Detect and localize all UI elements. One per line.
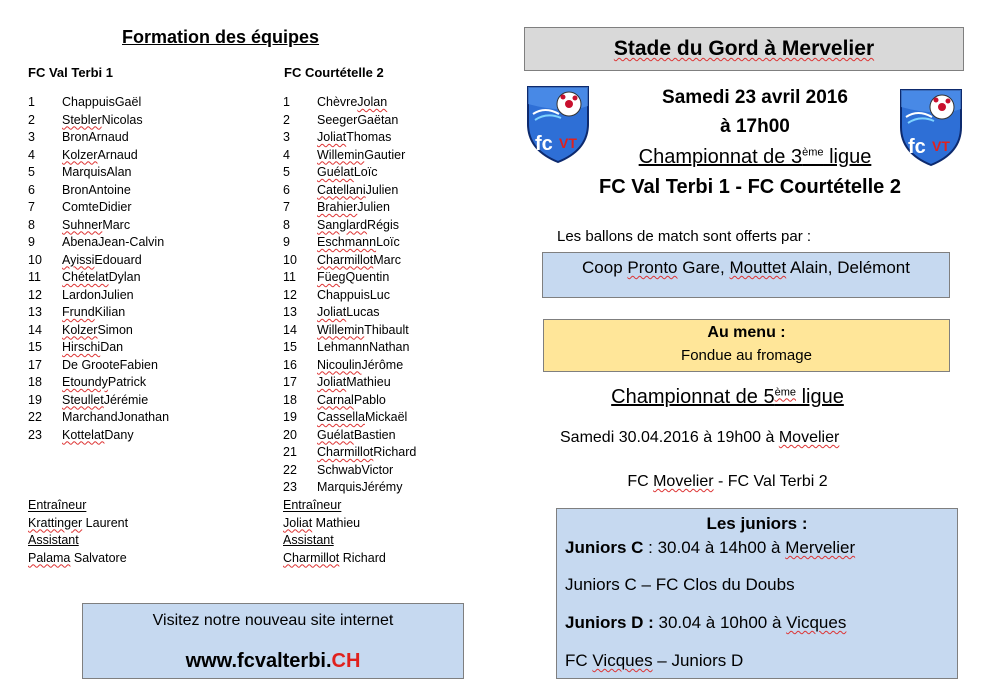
player-name-part: Mathieu [346, 375, 391, 389]
player-row [283, 409, 416, 427]
player-number: 17 [283, 375, 297, 389]
sponsors-intro: Les ballons de match sont offerts par : [557, 228, 812, 245]
player-number: 12 [28, 287, 42, 302]
player-number: 7 [283, 200, 290, 214]
website-url-main: www.fcvalterbi. [185, 650, 332, 672]
juniors-line-2: Juniors C – FC Clos du Doubs [565, 575, 795, 594]
player-name-part: Julien [365, 182, 399, 197]
svg-text:VT: VT [559, 135, 577, 151]
player-name-part: Lardon [62, 287, 101, 302]
player-row [283, 357, 416, 375]
player-number: 13 [283, 305, 297, 319]
juniors-d-label: Juniors D : [565, 613, 654, 632]
player-name-part: Suhner [62, 217, 103, 232]
sponsors-box [542, 252, 950, 298]
team1-roster [28, 94, 169, 444]
player-row [283, 199, 416, 217]
player-number: 11 [283, 270, 296, 284]
team2-roster [283, 94, 416, 497]
juniors-line1-rest: : 30.04 à 14h00 à [643, 538, 786, 557]
juniors-line4-a: FC [565, 651, 593, 670]
champ5-sup: ème [774, 386, 797, 399]
team1-staff [28, 497, 128, 567]
player-name-part: Lehmann [317, 340, 370, 354]
player-name-part: Marchand [62, 410, 118, 424]
player-name-part: Kolzer [62, 322, 98, 337]
player-row [283, 444, 416, 462]
player-name-part: Frund [62, 305, 95, 319]
player-name-part: Marquis [317, 480, 362, 494]
player-name-part: Luc [369, 287, 390, 302]
league5-date [560, 429, 839, 447]
player-name-part: Schwab [317, 462, 362, 477]
player-row [28, 427, 169, 445]
player-name-part: Abena [62, 235, 99, 249]
player-number: 23 [283, 480, 297, 494]
player-number: 12 [283, 287, 297, 302]
player-name-part: Gaël [114, 95, 142, 109]
league5-date-place: Movelier [778, 429, 840, 446]
player-row [28, 234, 169, 252]
player-name-part: De Groote [62, 357, 120, 372]
formation-title: Formation des équipes [122, 27, 320, 47]
player-number: 4 [28, 147, 35, 162]
sponsor-part: Coop [582, 258, 628, 277]
stadium-box [524, 27, 964, 71]
player-name-part: Charmillot [317, 445, 374, 459]
player-name-part: Charmillot [317, 252, 374, 267]
player-name-part: Guélat [317, 427, 354, 442]
player-name-part: Etoundy [62, 375, 108, 389]
player-name-part: Jérémy [361, 480, 403, 494]
player-number: 5 [283, 165, 290, 179]
coach-last: Mathieu [312, 515, 361, 530]
player-name-part: Quentin [345, 270, 390, 284]
league5-match-a: FC [627, 473, 654, 490]
player-name-part: Eschmann [317, 235, 377, 249]
player-name-part: Dan [100, 340, 124, 354]
player-name-part: Julien [357, 200, 390, 214]
svg-text:VT: VT [932, 138, 950, 154]
juniors-line-4 [565, 651, 743, 671]
player-name-part: Joliat [317, 375, 347, 389]
player-name-part: Catellani [317, 182, 366, 197]
player-row [283, 269, 416, 287]
player-name-part: Bron [62, 130, 89, 144]
player-name-part: Joliat [317, 130, 347, 144]
player-name-part: Jean-Calvin [98, 235, 165, 249]
player-row [283, 479, 416, 497]
player-row [283, 234, 416, 252]
player-row [283, 94, 416, 112]
player-number: 3 [283, 130, 290, 144]
player-number: 1 [283, 95, 290, 109]
champ5-suffix: ligue [796, 386, 844, 408]
juniors-line3-rest: 30.04 à 10h00 à [653, 613, 787, 632]
player-name-part: Antoine [88, 182, 131, 197]
juniors-box [556, 508, 958, 679]
player-row [283, 164, 416, 182]
player-number: 6 [28, 182, 35, 197]
juniors-line4-b: Vicques [592, 651, 653, 670]
assistant-first: Palama [28, 550, 71, 565]
player-name-part: Julien [100, 287, 134, 302]
player-row [283, 374, 416, 392]
champ3-suffix: ligue [823, 146, 872, 168]
player-row [28, 182, 169, 200]
player-name-part: Pablo [353, 392, 386, 407]
player-name-part: Dylan [108, 270, 141, 284]
player-row [283, 252, 416, 270]
juniors-line3-place: Vicques [786, 613, 847, 632]
player-name-part: Régis [367, 217, 400, 232]
player-row [28, 304, 169, 322]
player-row [283, 462, 416, 480]
player-row [283, 217, 416, 235]
player-name-part: Gautier [364, 147, 406, 162]
player-number: 20 [283, 427, 297, 442]
player-number: 16 [283, 357, 297, 372]
player-number: 17 [28, 357, 42, 372]
player-row [283, 392, 416, 410]
assistant-label: Assistant [28, 533, 79, 547]
assistant-first: Charmillot [283, 550, 340, 565]
player-name-part: Jérémie [103, 392, 149, 407]
match-time: à 17h00 [720, 116, 790, 137]
player-name-part: Kottelat [62, 427, 105, 442]
player-name-part: Ayissi [62, 252, 95, 267]
player-name-part: Comte [62, 200, 99, 214]
player-number: 8 [283, 217, 290, 232]
player-row [28, 164, 169, 182]
player-name-part: Edouard [94, 252, 142, 267]
player-row [283, 129, 416, 147]
juniors-title: Les juniors : [706, 514, 808, 533]
player-name-part: Seeger [317, 112, 358, 127]
player-row [28, 129, 169, 147]
player-name-part: Gaëtan [357, 112, 399, 127]
player-row [28, 252, 169, 270]
player-name-part: Sanglard [317, 217, 368, 232]
player-name-part: Nicolas [101, 112, 143, 127]
player-name-part: Chételat [62, 270, 109, 284]
player-name-part: Dany [104, 427, 134, 442]
player-row [28, 94, 169, 112]
coach-first: Joliat [283, 515, 313, 530]
player-number: 11 [28, 270, 41, 284]
player-row [283, 147, 416, 165]
menu-box [543, 319, 950, 372]
player-row [28, 322, 169, 340]
player-name-part: Arnaud [97, 147, 138, 162]
player-row [28, 287, 169, 305]
player-number: 4 [283, 147, 290, 162]
player-row [283, 427, 416, 445]
player-name-part: Arnaud [88, 130, 129, 144]
player-row [28, 199, 169, 217]
player-name-part: Thibault [364, 322, 409, 337]
juniors-c-label: Juniors C [565, 538, 644, 557]
match-teams: FC Val Terbi 1 - FC Courtételle 2 [599, 176, 901, 198]
website-text: Visitez notre nouveau site internet [152, 612, 394, 629]
champ3-sup: ème [802, 146, 824, 159]
player-row [28, 357, 169, 375]
player-number: 22 [28, 410, 42, 424]
player-name-part: Patrick [107, 375, 147, 389]
player-number: 2 [283, 112, 290, 127]
player-row [28, 339, 169, 357]
coach-first: Krattinger [28, 515, 83, 530]
player-name-part: Bastien [353, 427, 396, 442]
championship-5th-league [540, 386, 915, 409]
player-name-part: Jonathan [117, 410, 170, 424]
player-name-part: Alan [106, 165, 132, 179]
player-name-part: Joliat [317, 305, 347, 319]
player-name-part: Nicoulin [317, 357, 362, 372]
player-name-part: Marc [102, 217, 131, 232]
juniors-line-3 [565, 613, 846, 633]
match-date: Samedi 23 avril 2016 [662, 87, 848, 108]
player-number: 10 [28, 252, 42, 267]
player-row [283, 339, 416, 357]
player-name-part: Victor [361, 462, 394, 477]
coach-label: Entraîneur [28, 498, 87, 512]
player-number: 2 [28, 112, 35, 127]
player-name-part: Richard [373, 445, 417, 459]
player-name-part: Brahier [317, 200, 358, 214]
player-name-part: Kolzer [62, 147, 98, 162]
player-name-part: Loïc [353, 165, 378, 179]
player-number: 9 [283, 235, 290, 249]
team2-name: FC Courtételle 2 [284, 65, 384, 80]
player-name-part: Hirschi [62, 340, 101, 354]
player-number: 21 [283, 445, 297, 459]
league5-match-c: - FC Val Terbi 2 [713, 473, 828, 490]
player-row [28, 147, 169, 165]
player-number: 13 [28, 305, 42, 319]
player-name-part: Chappuis [62, 95, 115, 109]
player-row [283, 287, 416, 305]
player-number: 3 [28, 130, 35, 144]
player-number: 19 [28, 392, 42, 407]
player-name-part: Chappuis [317, 287, 370, 302]
assistant-last: Richard [339, 550, 386, 565]
player-name-part: Carnal [317, 392, 354, 407]
coach-label: Entraîneur [283, 498, 342, 512]
player-number: 7 [28, 200, 35, 214]
player-number: 6 [283, 182, 290, 197]
champ3-prefix: Championnat de 3 [638, 146, 803, 168]
juniors-line1-place: Mervelier [785, 538, 856, 557]
player-name-part: Willemin [317, 147, 365, 162]
player-name-part: Willemin [317, 322, 365, 337]
player-row [283, 182, 416, 200]
player-number: 10 [283, 252, 297, 267]
player-name-part: Steullet [62, 392, 104, 407]
player-row [28, 217, 169, 235]
menu-title: Au menu : [707, 324, 786, 341]
player-number: 22 [283, 462, 297, 477]
player-number: 18 [28, 375, 42, 389]
player-name-part: Kilian [94, 305, 126, 319]
champ5-prefix: Championnat de 5 [611, 386, 775, 408]
player-number: 15 [28, 340, 42, 354]
stadium-name: Stade du Gord à Mervelier [613, 37, 875, 60]
website-box [82, 603, 464, 679]
player-name-part: Chèvre [317, 95, 358, 109]
player-row [28, 409, 169, 427]
player-name-part: Marquis [62, 165, 107, 179]
website-url[interactable] [83, 650, 463, 673]
coach-last: Laurent [82, 515, 129, 530]
player-name-part: Jérôme [361, 357, 404, 372]
player-name-part: Marc [373, 252, 402, 267]
player-number: 14 [283, 322, 297, 337]
player-name-part: Didier [98, 200, 132, 214]
league5-date-prefix: Samedi 30.04.2016 à 19h00 à [560, 429, 779, 446]
assistant-last: Salvatore [70, 550, 127, 565]
player-name-part: Füeg [317, 270, 346, 284]
player-number: 9 [28, 235, 35, 249]
svg-text:fc: fc [908, 136, 926, 158]
player-row [28, 392, 169, 410]
player-name-part: Stebler [62, 112, 102, 127]
player-number: 1 [28, 95, 35, 109]
player-number: 15 [283, 340, 297, 354]
juniors-line-1 [565, 538, 855, 558]
player-row [28, 112, 169, 130]
player-name-part: Nathan [369, 340, 410, 354]
player-name-part: Lucas [346, 305, 380, 319]
player-name-part: Loïc [376, 235, 400, 249]
team2-staff [283, 497, 386, 567]
player-row [283, 112, 416, 130]
league5-match [540, 473, 915, 491]
player-name-part: Bron [62, 182, 89, 197]
player-name-part: Cassella [317, 410, 365, 424]
player-row [28, 374, 169, 392]
sponsor-part: Alain, Delémont [786, 258, 910, 277]
player-name-part: Guélat [317, 165, 354, 179]
website-url-tld: CH [331, 650, 361, 672]
player-number: 19 [283, 410, 297, 424]
menu-text: Fondue au fromage [681, 347, 812, 364]
player-number: 14 [28, 322, 42, 337]
sponsor-part: Gare, [677, 258, 730, 277]
player-number: 18 [283, 392, 297, 407]
player-name-part: Thomas [346, 130, 392, 144]
player-number: 5 [28, 165, 35, 179]
juniors-line4-c: – Juniors D [652, 651, 744, 670]
player-name-part: Jolan [357, 95, 388, 109]
team1-name: FC Val Terbi 1 [28, 65, 114, 80]
player-name-part: Mickaël [364, 410, 408, 424]
player-row [283, 322, 416, 340]
player-row [283, 304, 416, 322]
player-number: 23 [28, 427, 42, 442]
sponsor-part: Pronto [627, 258, 678, 277]
player-row [28, 269, 169, 287]
championship-3rd-league [560, 146, 950, 169]
league5-match-b: Movelier [653, 473, 714, 490]
sponsor-part: Mouttet [729, 258, 787, 277]
assistant-label: Assistant [283, 533, 334, 547]
player-name-part: Fabien [119, 357, 158, 372]
player-number: 8 [28, 217, 35, 232]
player-name-part: Simon [97, 322, 133, 337]
svg-text:fc: fc [535, 133, 553, 155]
